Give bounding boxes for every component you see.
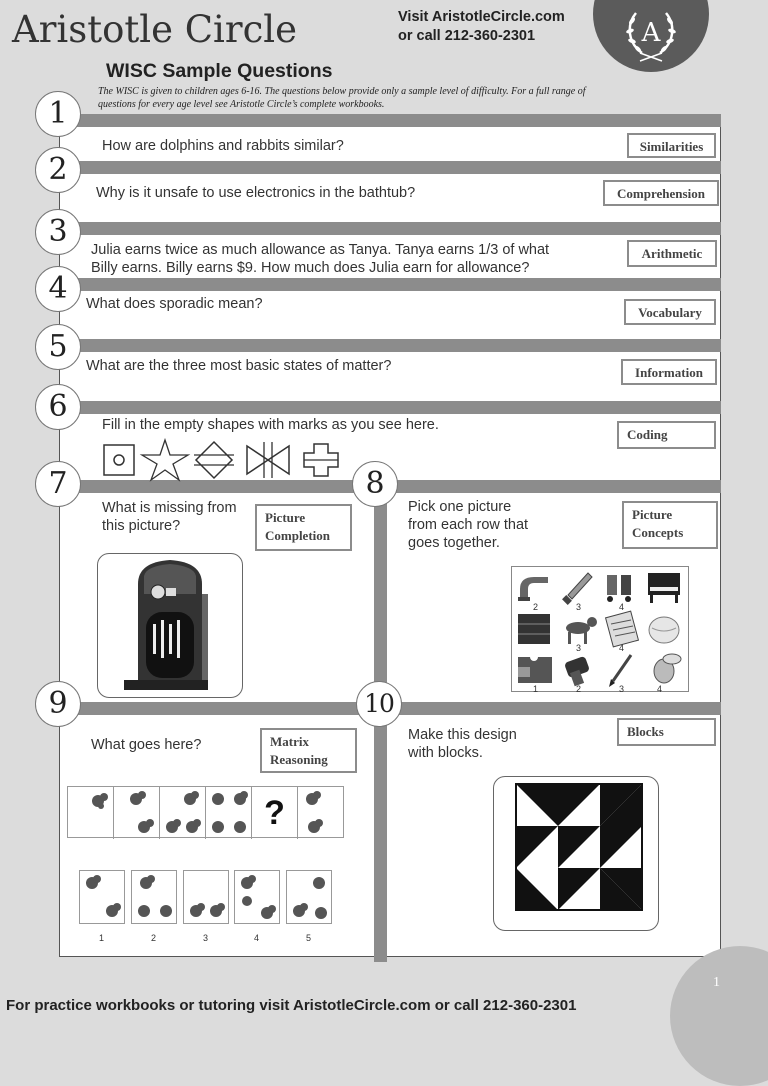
matrix-cell: [68, 787, 114, 839]
question-number-9: 9: [35, 681, 81, 727]
brand-name: Aristotle Circle: [12, 8, 298, 51]
intro-text: The WISC is given to children ages 6-16. The questions below provide only a sample level of difficulty. For a full range of questions for every age level see Aristotle Circle’s complete workbooks.: [98, 86, 586, 110]
divider-bar: [59, 161, 721, 174]
piano-picture: [644, 569, 686, 607]
page-number: 1: [713, 975, 720, 990]
category-tag-blocks: Blocks: [617, 718, 716, 746]
picture-completion-card: [97, 553, 243, 698]
tag-line-1: Picture: [632, 507, 673, 522]
divider-bar: [59, 222, 721, 235]
question-number-7: 7: [35, 461, 81, 507]
matrix-option-label-5: 5: [306, 933, 312, 943]
matrix-option-3[interactable]: [183, 870, 229, 924]
tag-line-2: Completion: [265, 528, 330, 543]
divider-bar: [59, 278, 721, 291]
matrix-option-label-1: 1: [99, 933, 105, 943]
category-tag-picture-completion: [255, 504, 352, 551]
matrix-option-5[interactable]: [286, 870, 332, 924]
concept-label: 3: [619, 684, 625, 694]
star-shape: [142, 440, 188, 480]
footer-text: For practice workbooks or tutoring visit AristotleCircle.com or call 212-360-2301: [6, 997, 577, 1014]
dresser-picture: [514, 610, 556, 648]
contact-info: [398, 8, 565, 46]
page-title: WISC Sample Questions: [106, 60, 333, 82]
question-3-line-2: Billy earns. Billy earns $9. How much does Julia earn for allowance?: [91, 260, 530, 276]
missing-cell-question-mark: ?: [252, 787, 298, 839]
question-7-line-1: What is missing from: [102, 500, 237, 516]
question-10-text: [408, 726, 517, 762]
matrix-sequence: [67, 786, 344, 838]
tag-line-2: Concepts: [632, 525, 684, 540]
concept-label: 4: [619, 602, 625, 612]
matrix-option-4[interactable]: [234, 870, 280, 924]
question-8-line-3: goes together.: [408, 535, 500, 551]
concept-label: 3: [576, 643, 582, 653]
question-2-text: Why is it unsafe to use electronics in the bathtub?: [96, 185, 416, 201]
question-7-line-2: this picture?: [102, 518, 181, 534]
tag-line-1: Matrix: [270, 734, 309, 749]
block-design-pattern: [494, 777, 658, 930]
question-8-line-1: Pick one picture: [408, 499, 512, 515]
question-number-4: 4: [35, 266, 81, 312]
matrix-option-label-4: 4: [254, 933, 260, 943]
concept-label: 2: [576, 684, 582, 694]
grandfather-clock-image: [98, 554, 242, 697]
bowtie-shape-with-lines: [247, 442, 289, 478]
concept-label: 1: [533, 684, 539, 694]
matrix-cell: [160, 787, 206, 839]
block-design-card: [493, 776, 659, 931]
tag-line-1: Picture: [265, 510, 306, 525]
diamond-shape-with-lines: [194, 442, 234, 478]
category-tag-information: Information: [621, 359, 717, 385]
category-tag-matrix-reasoning: [260, 728, 357, 773]
category-tag-picture-concepts: [622, 501, 718, 549]
category-tag-similarities: Similarities: [627, 133, 716, 158]
concept-label: 3: [576, 602, 582, 612]
question-6-text: Fill in the empty shapes with marks as you see here.: [102, 417, 439, 433]
concept-label: 2: [533, 602, 539, 612]
question-number-2: 2: [35, 147, 81, 193]
question-8-line-2: from each row that: [408, 517, 529, 533]
concept-label: 4: [619, 643, 625, 653]
divider-bar: [59, 401, 721, 414]
question-number-3: 3: [35, 209, 81, 255]
coding-shapes-sample: [100, 438, 345, 482]
question-8-text: [408, 498, 528, 552]
category-tag-vocabulary: Vocabulary: [624, 299, 716, 325]
divider-bar: [59, 114, 721, 127]
logo-letter: A: [641, 18, 661, 48]
picture-concepts-grid: [511, 566, 689, 692]
question-7-text: [102, 499, 237, 535]
question-4-text: What does sporadic mean?: [86, 296, 263, 312]
page-number-circle: [670, 946, 768, 1086]
question-1-text: How are dolphins and rabbits similar?: [102, 138, 344, 154]
question-number-8: 8: [352, 461, 398, 507]
question-number-1: 1: [35, 91, 81, 137]
matrix-option-label-2: 2: [151, 933, 157, 943]
concept-label: 4: [657, 684, 663, 694]
question-10-line-1: Make this design: [408, 727, 517, 743]
divider-bar: [59, 339, 721, 352]
matrix-cell: [206, 787, 252, 839]
tuba-picture: [644, 651, 686, 689]
laurel-icon: [620, 3, 682, 65]
matrix-cell: [298, 787, 344, 839]
category-tag-coding: Coding: [617, 421, 716, 449]
question-3-text: [91, 241, 549, 277]
tag-line-2: Reasoning: [270, 752, 328, 767]
question-number-6: 6: [35, 384, 81, 430]
fishbowl-picture: [644, 610, 686, 648]
category-tag-arithmetic: Arithmetic: [627, 240, 717, 267]
contact-phone: or call 212-360-2301: [398, 28, 536, 44]
category-tag-comprehension: Comprehension: [603, 180, 719, 206]
matrix-option-2[interactable]: [131, 870, 177, 924]
matrix-option-1[interactable]: [79, 870, 125, 924]
question-10-line-2: with blocks.: [408, 745, 483, 761]
square-shape-with-circle: [104, 445, 134, 475]
question-5-text: What are the three most basic states of matter?: [86, 358, 392, 374]
contact-website: Visit AristotleCircle.com: [398, 9, 565, 25]
question-3-line-1: Julia earns twice as much allowance as Tanya. Tanya earns 1/3 of what: [91, 242, 550, 258]
matrix-option-label-3: 3: [203, 933, 209, 943]
question-9-text: What goes here?: [91, 737, 202, 753]
matrix-cell: [114, 787, 160, 839]
cross-shape-with-line: [304, 444, 338, 476]
question-number-10: 10: [356, 681, 402, 727]
logo-seal: [593, 0, 709, 72]
question-number-5: 5: [35, 324, 81, 370]
